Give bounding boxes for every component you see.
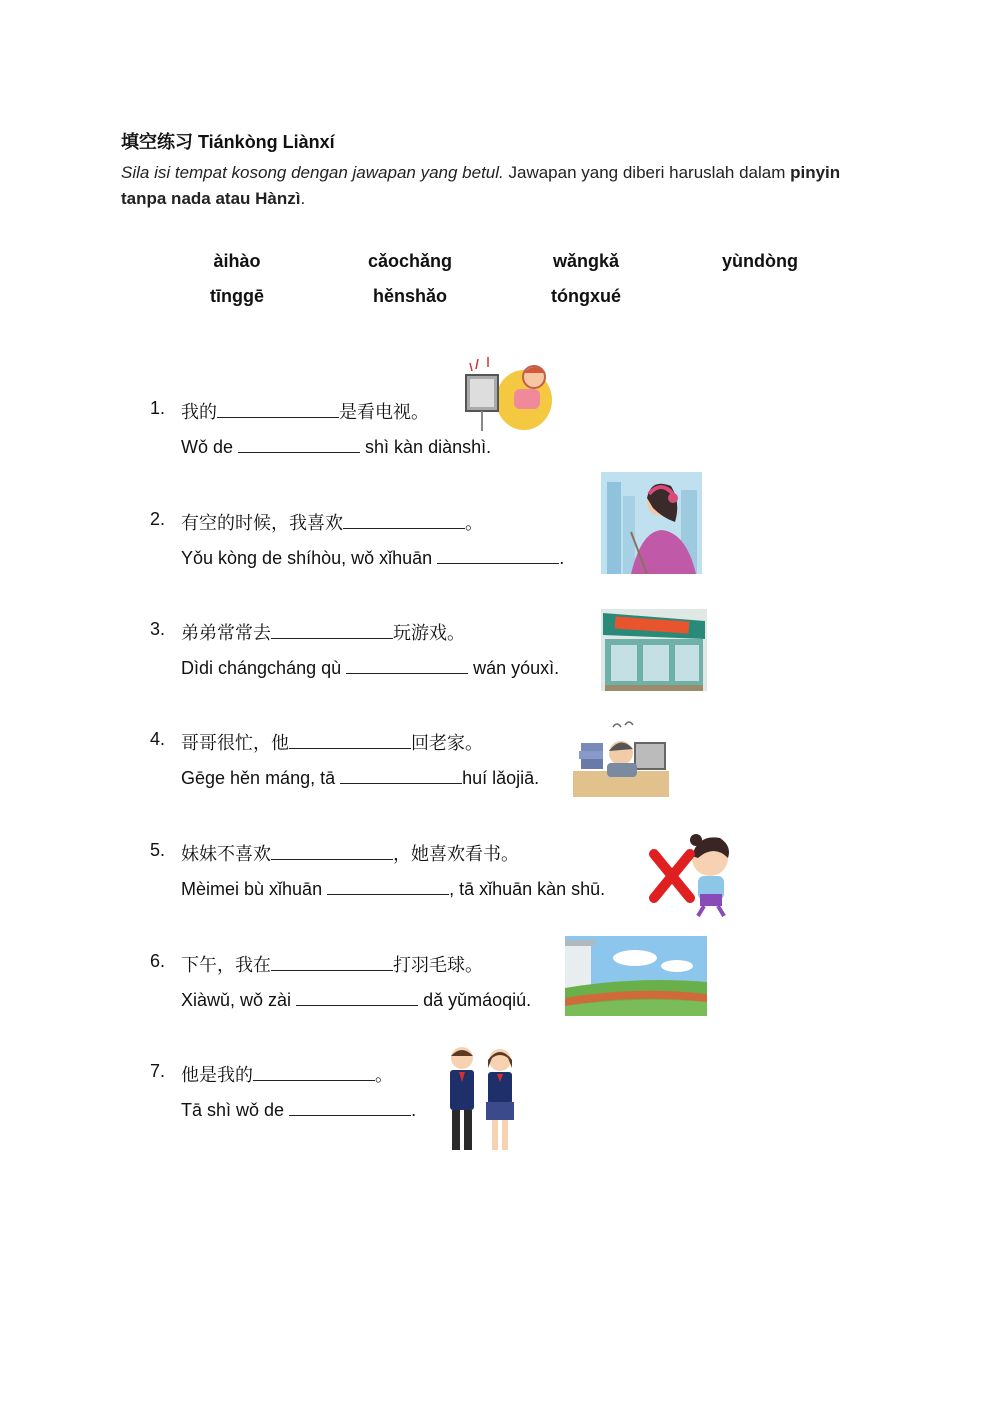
pinyin-part: Dìdi chángcháng qù: [181, 658, 347, 678]
pinyin-part: .: [559, 548, 565, 568]
pinyin-part: dǎ yǔmáoqiú.: [418, 990, 532, 1010]
answer-blank[interactable]: [346, 659, 468, 674]
answer-blank[interactable]: [289, 734, 411, 749]
instruction-italic: Sila isi tempat kosong dengan jawapan yang betul.: [121, 163, 504, 182]
answer-blank[interactable]: [253, 1066, 375, 1081]
answer-blank[interactable]: [271, 956, 393, 971]
hanzi-sentence: [181, 951, 483, 977]
answer-blank[interactable]: [327, 880, 449, 895]
hanzi-part: 回老家。: [411, 733, 483, 753]
answer-blank[interactable]: [217, 403, 339, 418]
hanzi-part: 妹妹不喜欢: [181, 844, 271, 864]
word-bank-item: wǎngkǎ: [552, 251, 620, 271]
word-bank-item: tīnggē: [210, 286, 264, 306]
word-bank-item: cǎochǎng: [367, 251, 453, 271]
pinyin-part: , tā xǐhuān kàn shū.: [449, 879, 606, 899]
hanzi-part: 是看电视。: [339, 402, 429, 422]
classmates-icon: [442, 1044, 522, 1156]
pinyin-part: Gēge hěn máng, tā: [181, 768, 341, 788]
answer-blank[interactable]: [343, 514, 465, 529]
hanzi-sentence: [181, 398, 429, 424]
hanzi-part: 下午，我在: [181, 955, 271, 975]
question-number: 7.: [150, 1061, 166, 1081]
pinyin-part: Yǒu kòng de shíhòu, wǒ xǐhuān: [181, 548, 438, 568]
pinyin-part: Xiàwǔ, wǒ zài: [181, 990, 297, 1010]
hanzi-sentence: [181, 729, 483, 755]
word-bank-item: àihào: [213, 251, 261, 271]
word-bank-item: tóngxué: [551, 286, 621, 306]
pinyin-sentence: [181, 768, 539, 789]
hanzi-part: ，她喜欢看书。: [393, 844, 519, 864]
question-number: 3.: [150, 619, 166, 639]
hanzi-part: 我的: [181, 402, 217, 422]
answer-blank[interactable]: [238, 438, 360, 453]
question-number: 1.: [150, 398, 166, 418]
hanzi-part: 打羽毛球。: [393, 955, 483, 975]
girl-no-exercise-icon: [648, 832, 740, 918]
pinyin-sentence: [181, 658, 559, 679]
pinyin-part: huí lǎojiā.: [462, 768, 540, 788]
pinyin-part: wán yóuxì.: [468, 658, 560, 678]
word-bank-item: hěnshǎo: [372, 286, 447, 306]
question-number: 4.: [150, 729, 166, 749]
pinyin-part: Wǒ de: [181, 437, 239, 457]
pinyin-part: Tā shì wǒ de: [181, 1100, 290, 1120]
pinyin-part: shì kàn diànshì.: [360, 437, 492, 457]
pinyin-sentence: [181, 879, 605, 900]
instruction-bold: pinyin tanpa nada atau Hànzì: [121, 163, 841, 208]
hanzi-part: 有空的时候，我喜欢: [181, 513, 343, 533]
hanzi-sentence: [181, 619, 465, 645]
word-bank-item: yùndòng: [722, 251, 798, 271]
answer-blank[interactable]: [289, 1101, 411, 1116]
pinyin-sentence: [181, 1100, 416, 1121]
question-number: 2.: [150, 509, 166, 529]
question-number: 6.: [150, 951, 166, 971]
hanzi-sentence: [181, 1061, 393, 1087]
girl-watching-tv-icon: [462, 355, 554, 435]
hanzi-sentence: [181, 509, 483, 535]
instruction-end: .: [300, 189, 306, 208]
sports-field-icon: [565, 936, 707, 1016]
pinyin-part: Mèimei bù xǐhuān: [181, 879, 328, 899]
woman-headphones-icon: [601, 472, 702, 574]
answer-blank[interactable]: [296, 991, 418, 1006]
internet-cafe-icon: [601, 609, 707, 691]
busy-worker-icon: [573, 713, 673, 803]
instructions: [121, 160, 841, 212]
hanzi-sentence: [181, 840, 519, 866]
hanzi-part: 。: [375, 1065, 393, 1085]
pinyin-sentence: [181, 437, 491, 458]
answer-blank[interactable]: [271, 845, 393, 860]
answer-blank[interactable]: [340, 769, 462, 784]
hanzi-part: 。: [465, 513, 483, 533]
question-number: 5.: [150, 840, 166, 860]
pinyin-part: .: [411, 1100, 417, 1120]
pinyin-sentence: [181, 548, 564, 569]
answer-blank[interactable]: [271, 624, 393, 639]
worksheet-title: 填空练习 Tiánkòng Liànxí: [121, 132, 335, 152]
hanzi-part: 哥哥很忙，他: [181, 733, 289, 753]
hanzi-part: 弟弟常常去: [181, 623, 271, 643]
pinyin-sentence: [181, 990, 531, 1011]
answer-blank[interactable]: [437, 549, 559, 564]
hanzi-part: 玩游戏。: [393, 623, 465, 643]
instruction-plain: Jawapan yang diberi haruslah dalam: [503, 163, 791, 182]
hanzi-part: 他是我的: [181, 1065, 253, 1085]
